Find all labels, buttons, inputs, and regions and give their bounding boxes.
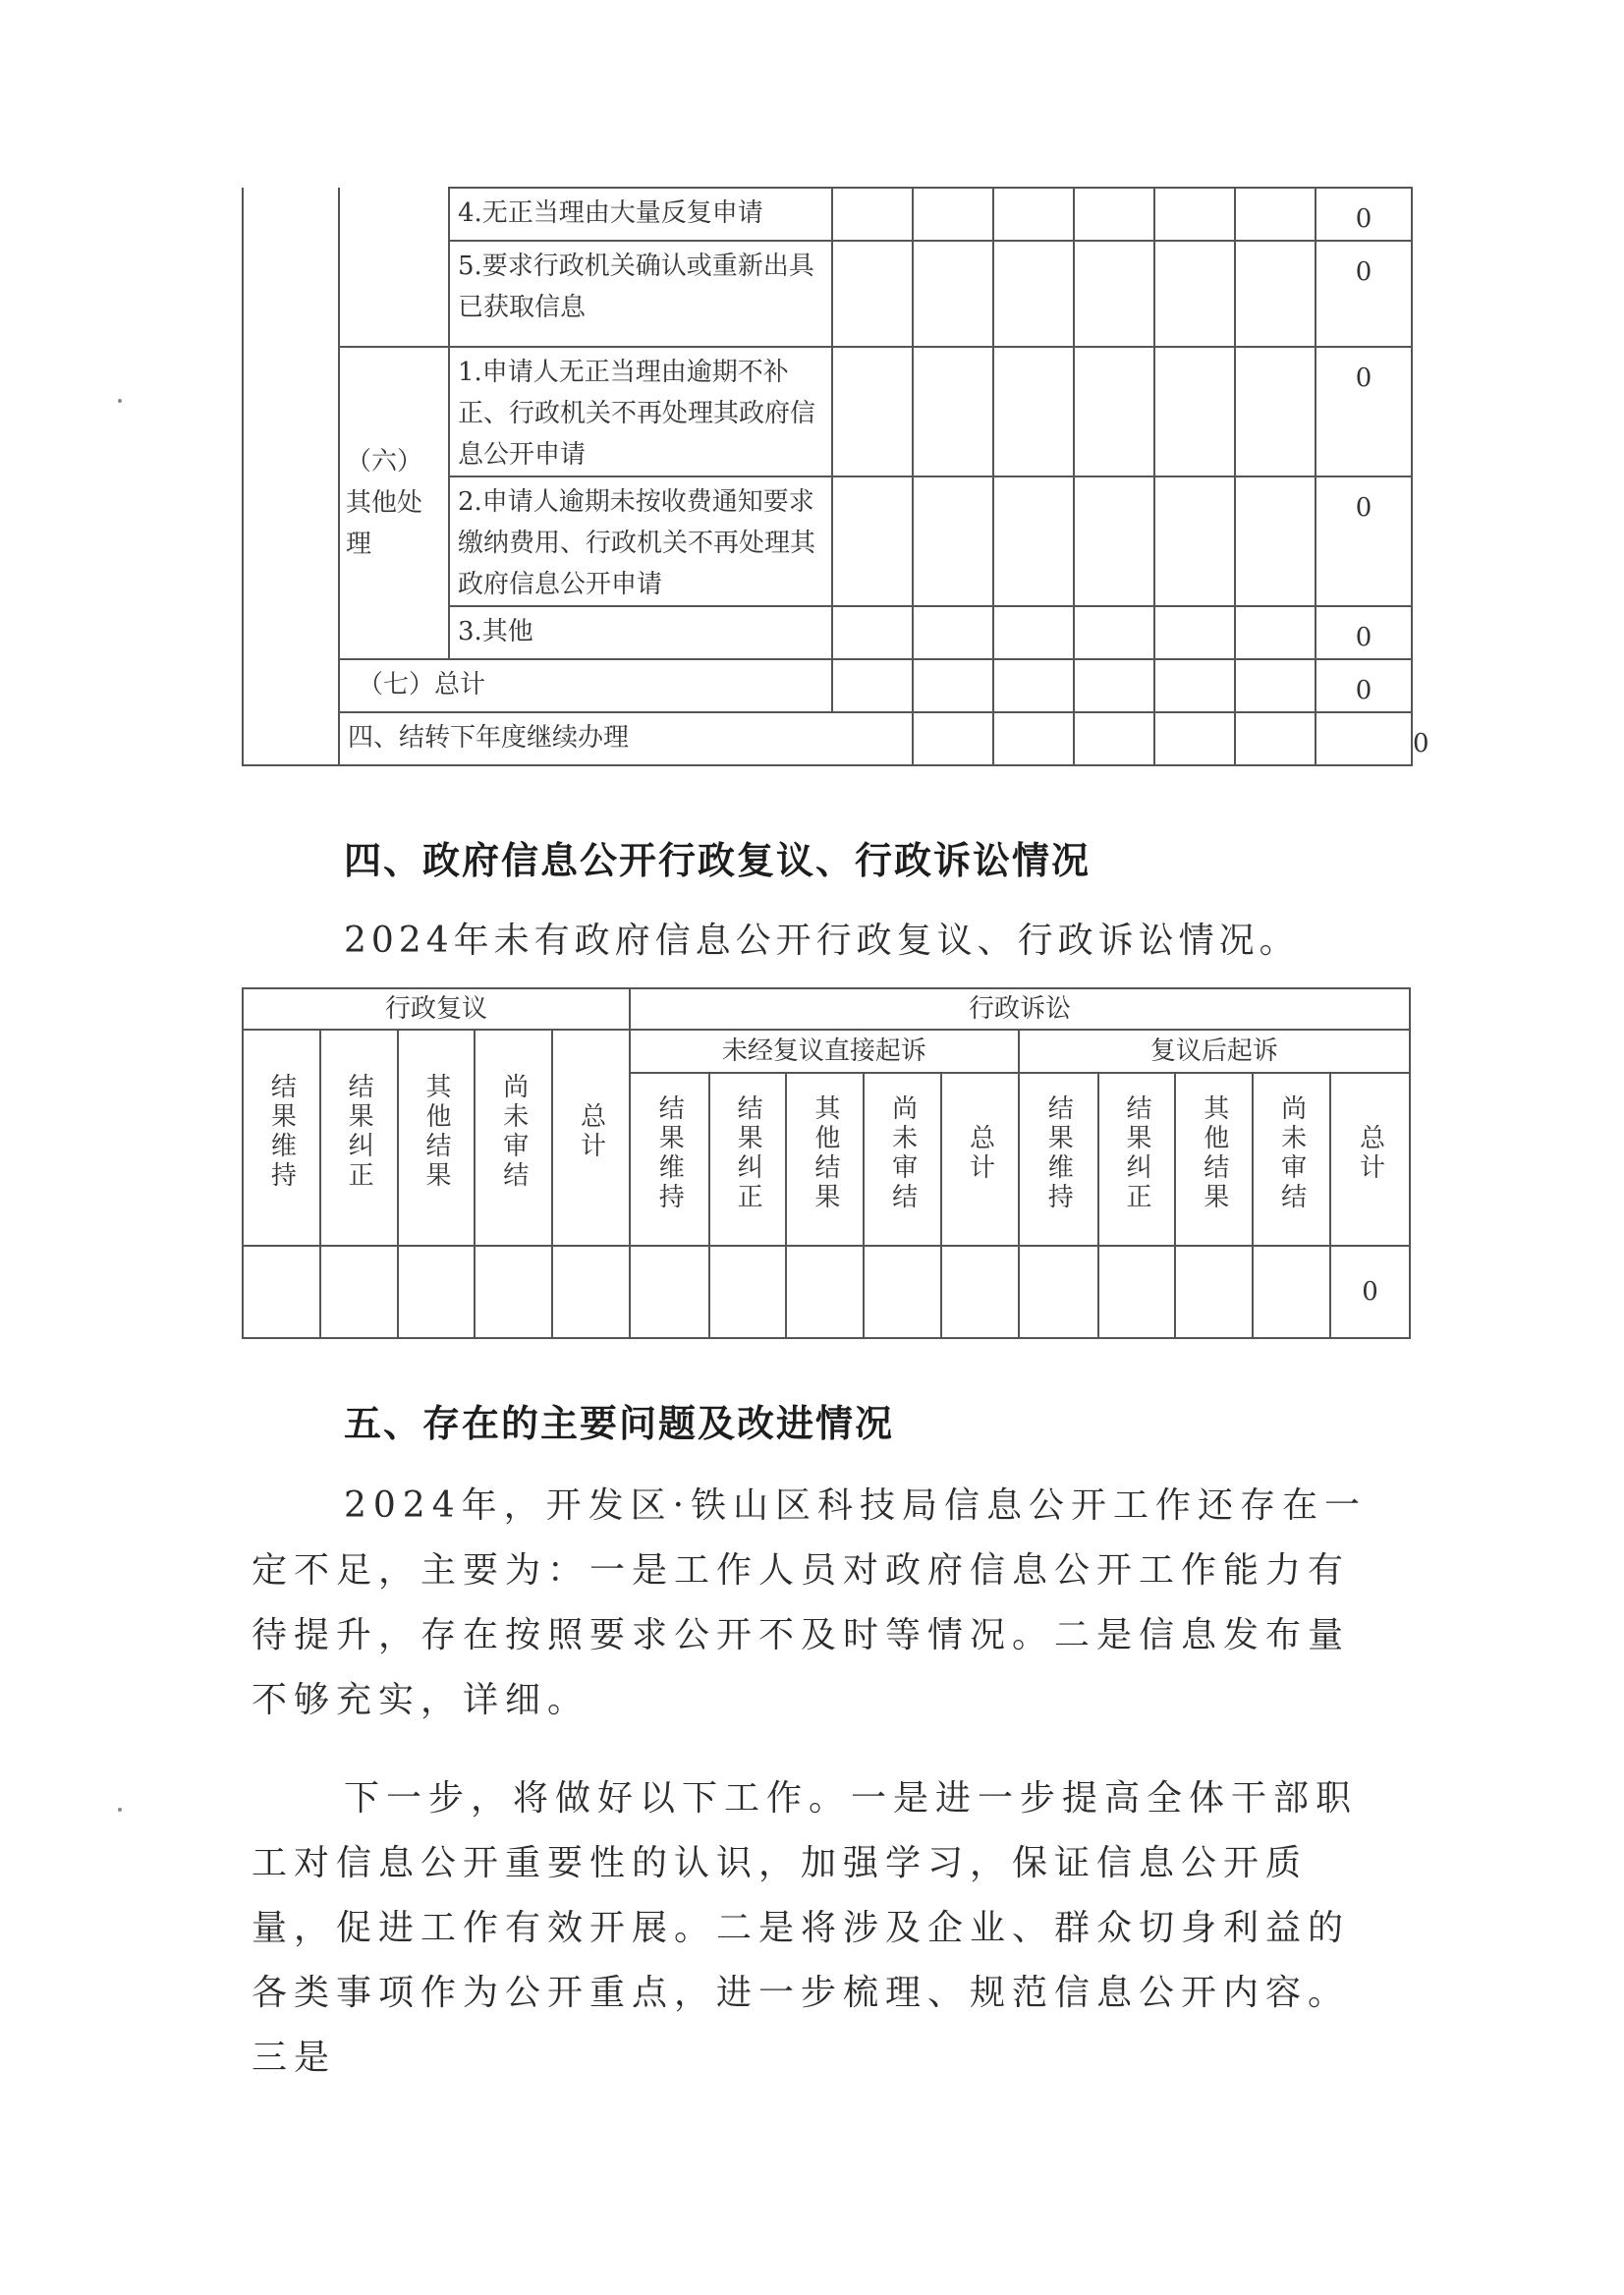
row-label: 3.其他 — [449, 606, 832, 659]
row-label: 1.申请人无正当理由逾期不补正、行政机关不再处理其政府信息公开申请 — [449, 347, 832, 476]
section-4-heading: 四、政府信息公开行政复议、行政诉讼情况 — [344, 839, 1092, 882]
group-label: （六）其他处理 — [339, 347, 449, 659]
col-header: 总计 — [1355, 1124, 1385, 1183]
col-header: 结果纠正 — [1122, 1094, 1152, 1212]
section-5-heading: 五、存在的主要问题及改进情况 — [344, 1402, 895, 1445]
application-handling-table — [242, 187, 1429, 766]
col-header: 尚未审结 — [1276, 1094, 1307, 1212]
row-total: 0 — [1355, 257, 1372, 287]
col-header: 尚未审结 — [498, 1073, 529, 1191]
section-4-text: 2024年未有政府信息公开行政复议、行政诉讼情况。 — [344, 921, 1300, 961]
carryover-total: 0 — [1413, 729, 1429, 758]
after-review-suit-header: 复议后起诉 — [1019, 1030, 1410, 1073]
direct-suit-header: 未经复议直接起诉 — [630, 1030, 1019, 1073]
section-5-paragraph-2: 下一步，将做好以下工作。一是进一步提高全体干部职工对信息公开重要性的认识，加强学习，保证信息公开质量，促进工作有效开展。二是将涉及企业、群众切身利益的各类事项作为公开重点，进一步梳理、规范信息公开内容。三是 — [252, 1778, 1359, 2078]
col-header: 其他结果 — [810, 1094, 840, 1212]
table-row — [243, 347, 1412, 476]
row-label: 2.申请人逾期未按收费通知要求缴纳费用、行政机关不再处理其政府信息公开申请 — [449, 476, 832, 606]
col-header: 结果维持 — [654, 1094, 685, 1212]
scan-speck — [118, 399, 122, 403]
subtotal-total: 0 — [1355, 676, 1372, 705]
scan-speck — [118, 1808, 122, 1812]
col-header: 总计 — [965, 1124, 995, 1183]
admin-review-header: 行政复议 — [243, 988, 630, 1030]
col-header: 其他结果 — [420, 1073, 451, 1191]
carryover-label: 四、结转下年度继续办理 — [339, 712, 913, 765]
row-total: 0 — [1355, 364, 1372, 393]
row-label: 5.要求行政机关确认或重新出具已获取信息 — [449, 241, 832, 347]
review-litigation-table — [242, 987, 1411, 1339]
table-row — [243, 1246, 1410, 1338]
col-header: 结果维持 — [1043, 1094, 1074, 1212]
final-total: 0 — [1330, 1246, 1410, 1338]
row-total: 0 — [1355, 623, 1372, 652]
subtotal-label: （七）总计 — [339, 659, 832, 712]
carryover-row — [243, 712, 1412, 765]
subtotal-row — [243, 659, 1412, 712]
table-row — [243, 188, 1412, 241]
col-header: 尚未审结 — [887, 1094, 918, 1212]
col-header: 结果维持 — [266, 1073, 297, 1191]
col-header: 其他结果 — [1199, 1094, 1229, 1212]
col-header: 结果纠正 — [733, 1094, 763, 1212]
admin-litigation-header: 行政诉讼 — [630, 988, 1410, 1030]
col-header: 结果纠正 — [344, 1073, 374, 1191]
row-total: 0 — [1355, 204, 1372, 234]
col-header: 总计 — [576, 1102, 606, 1161]
row-label: 4.无正当理由大量反复申请 — [449, 188, 832, 241]
section-5-paragraph-1: 2024年，开发区·铁山区科技局信息公开工作还存在一定不足，主要为：一是工作人员对政府信息公开工作能力有待提升，存在按照要求公开不及时等情况。二是信息发布量不够充实，详细。 — [252, 1485, 1368, 1720]
row-total: 0 — [1355, 493, 1372, 523]
